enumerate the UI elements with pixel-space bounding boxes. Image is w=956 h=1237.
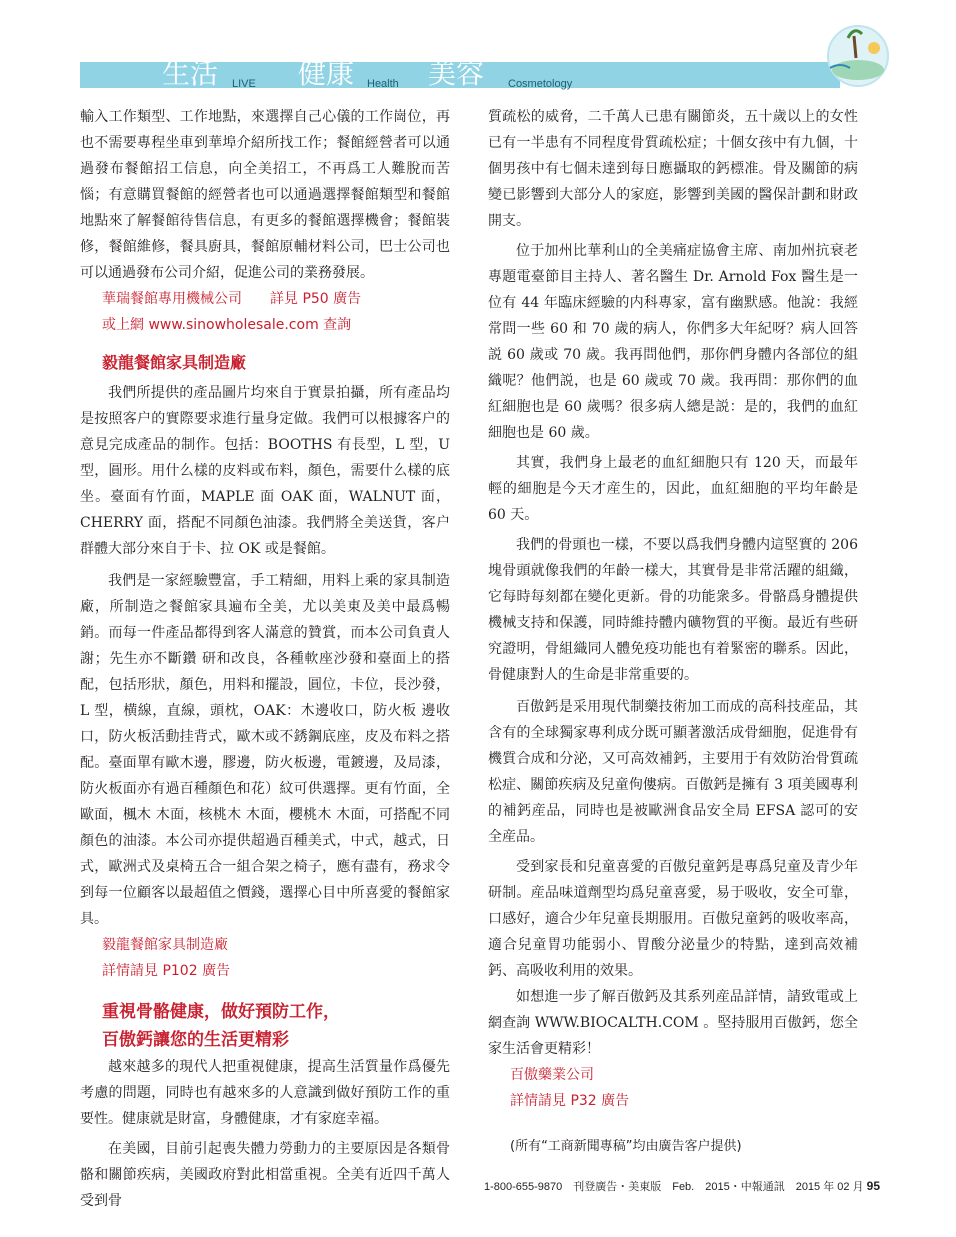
section-heading-bone-2: 百傲鈣讓您的生活更精彩 (102, 1030, 289, 1050)
left-paragraph-3: 我們是一家經驗豐富，手工精細，用料上乘的家具制造廠，所制造之餐館家具遍布全美，尤以美東及美中最爲暢銷。而每一件產品都得到客人滿意的贊賞，而本公司負責人謝；先生亦不斷鑽 研和改良，各種軟座沙發和臺面上的搭配，包括形狀，顏色，用料和擺設，圓位，卡位，長沙發，L 型，横線，直線，頭枕，OAK：木邊收口，防火板 邊收口，防火板活動挂背式，歐木或不銹鋼底座，皮及布料之搭配。臺面單有歐木邊，膠邊，防火板邊，電鍍邊，及局漆，防火板面亦有過百種顏色和花）紋可供選擇。更有竹面，全歐面，楓木 木面，核桃木 木面，櫻桃木 木面，可搭配不同顏色的油漆。本公司亦提供超過百種美式，中式，越式，日式，歐洲式及桌椅五合一組合架之椅子，應有盡有，務求令到每一位顧客以最超值之價錢，選擇心目中所喜愛的餐館家具。 (80, 573, 450, 927)
banner-health-en: Health (367, 78, 399, 90)
banner-beauty-en: Cosmetology (508, 78, 573, 90)
disclaimer-note: (所有“工商新聞專稿”均由廣告客户提供) (510, 1139, 742, 1154)
section-heading-furniture: 毅龍餐館家具制造廠 (102, 353, 247, 372)
right-column (488, 104, 858, 1160)
page-footer (440, 1178, 880, 1194)
footer-text: 1-800-655-9870 刊登廣告・美東版 Feb. 2015・中報通訊 2015 年 02 月 (483, 1181, 864, 1193)
ad3-line2: 詳情請見 P32 廣告 (510, 1093, 630, 1109)
right-paragraph-6: 受到家長和兒童喜愛的百傲兒童鈣是專爲兒童及青少年研制。産品味道劑型均爲兒童喜愛，易于吸收，安全可靠，口感好，適合少年兒童長期服用。百傲兒童鈣的吸收率高，適合兒童胃功能弱小、胃酸分泌量少的特點，達到高效補鈣、高吸收利用的效果。 (488, 859, 858, 979)
right-paragraph-2: 位于加州比華利山的全美痛症協會主席、南加州抗衰老專題電臺節目主持人、著名醫生 Dr. Arnold Fox 醫生是一位有 44 年臨床經驗的内科專家，富有幽默感。他說：我經常問一些 60 和 70 歲的病人，你們多大年紀呀？病人回答説 60 歲或 70 歲。我再問他們，那你們身體内各部位的組織呢？他們説，也是 60 歲或 70 歲。我再問：那你們的血紅細胞也是 60 歲嗎？很多病人總是説：是的，我們的血紅細胞也是 60 歲。 (488, 243, 858, 441)
right-paragraph-4: 我們的骨頭也一樣，不要以爲我們身體内這堅實的 206 塊骨頭就像我們的年齡一樣大，其實骨是非常活躍的組織，它每時每刻都在變化更新。骨的功能衆多。骨骼爲身體提供機械支持和保護，同時維持體内礦物質的平衡。最近有些研究證明，骨組織同人體免疫功能也有着緊密的聯系。因此，骨健康對人的生命是非常重要的。 (488, 537, 858, 683)
page-number: 95 (866, 1179, 880, 1193)
left-paragraph-5: 在美國，目前引起喪失體力勞動力的主要原因是各類骨骼和關節疾病，美國政府對此相當重視。全美有近四千萬人受到骨 (80, 1141, 450, 1209)
ad2-line2: 詳情請見 P102 廣告 (102, 963, 231, 979)
banner-live: LIVE (232, 78, 256, 90)
ad1-line1: 華瑞餐館專用機械公司 詳見 P50 廣告 (102, 291, 362, 307)
right-paragraph-7: 如想進一步了解百傲鈣及其系列産品詳情，請致電或上網查詢 WWW.BIOCALTH.COM 。堅持服用百傲鈣，您全家生活會更精彩！ (488, 989, 858, 1057)
ad1-line2: 或上網 www.sinowholesale.com 查詢 (102, 317, 352, 333)
left-paragraph-1: 輸入工作類型、工作地點，來選擇自己心儀的工作崗位，再也不需要專程坐車到華埠介紹所找工作；餐館經營者可以通過發布餐館招工信息，向全美招工，不再爲工人難脫而苦惱；有意購買餐館的經營者也可以通過選擇餐館類型和餐館地點來了解餐館待售信息，有更多的餐館選擇機會；餐館裝修，餐館維修，餐具廚具，餐館原輔材料公司，巴士公司也可以通過發布公司介紹，促進公司的業務發展。 (80, 109, 450, 281)
banner-life: 生活 (162, 57, 219, 90)
right-paragraph-3: 其實，我們身上最老的血紅細胞只有 120 天，而最年輕的細胞是今天才産生的，因此，血紅細胞的平均年齡是 60 天。 (488, 455, 858, 523)
right-paragraph-5: 百傲鈣是采用現代制藥技術加工而成的高科技産品，其含有的全球獨家專利成分既可顯著激活成骨細胞，促進骨有機質合成和分泌，又可高效補鈣，主要用于有效防治骨質疏松症、關節疾病及兒童佝僂病。百傲鈣是擁有 3 項美國專利的補鈣産品，同時也是被歐洲食品安全局 EFSA 認可的安全産品。 (488, 699, 858, 845)
left-paragraph-2: 我們所提供的產品圖片均來自于實景拍攝，所有產品均是按照客户的實際要求進行量身定做。我們可以根據客户的意見完成產品的制作。包括：BOOTHS 有長型，L 型，U 型，圓形。用什么樣的皮料或布料，顏色，需要什么樣的底坐。臺面有竹面，MAPLE 面 OAK 面，WALNUT 面，CHERRY 面，搭配不同顏色油漆。我們將全美送貨，客户群體大部分來自于卡、拉 OK 或是餐館。 (80, 385, 450, 557)
banner-beauty-cn: 美容 (428, 57, 485, 90)
banner-health-cn: 健康 (298, 57, 355, 90)
left-paragraph-4: 越來越多的現代人把重視健康，提高生活質量作爲優先考慮的問題，同時也有越來多的人意識到做好預防工作的重要性。健康就是財富，身體健康，才有家庭幸福。 (80, 1059, 450, 1127)
section-heading-bone-1: 重視骨骼健康，做好預防工作， (102, 1002, 340, 1022)
ad2-line1: 毅龍餐館家具制造廠 (102, 937, 228, 953)
ad3-line1: 百傲藥業公司 (510, 1067, 594, 1083)
globe-illustration-icon (818, 18, 896, 92)
left-column (80, 104, 450, 1214)
right-paragraph-1: 質疏松的威脅，二千萬人已患有關節炎，五十歲以上的女性已有一半患有不同程度骨質疏松症；十個女孩中有九個，十個男孩中有七個未達到每日應攝取的鈣標准。骨及關節的病變已影響到大部分人的家庭，影響到美國的醫保計劃和財政開支。 (488, 109, 858, 229)
